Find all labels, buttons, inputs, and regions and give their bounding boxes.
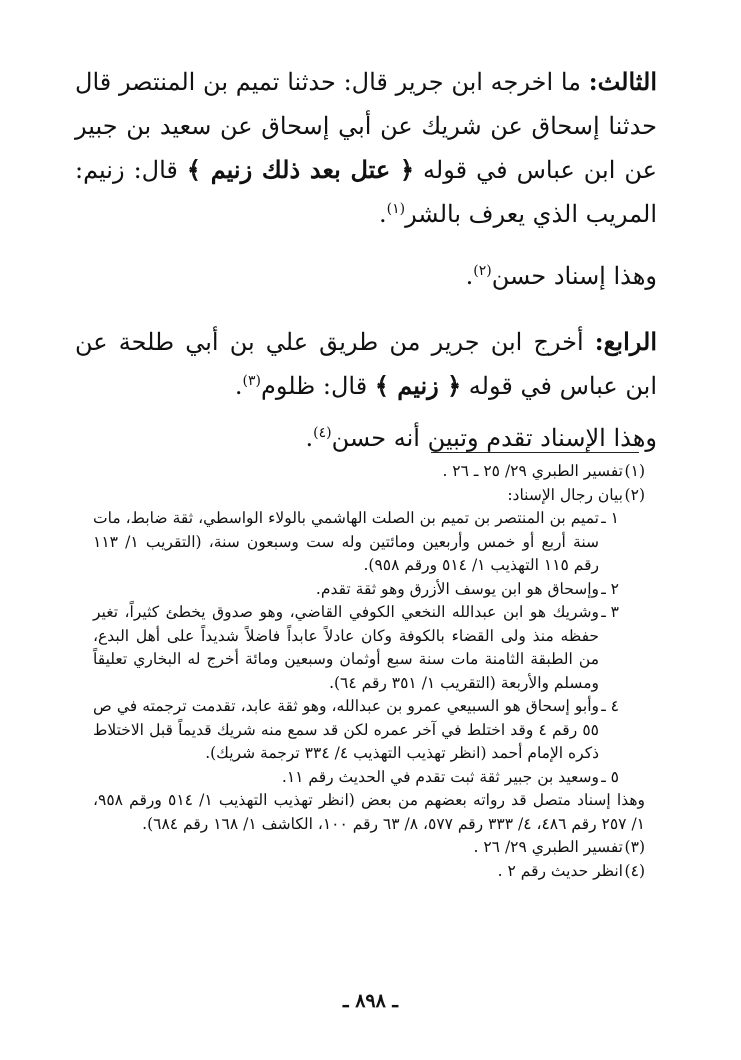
footnote-text: بيان رجال الإسناد: <box>507 485 623 504</box>
footnote-text: تفسير الطبري ٢٩/ ٢٦ . <box>473 838 623 856</box>
footnote-text: انظر حديث رقم ٢ . <box>497 861 623 880</box>
text: . <box>305 424 314 452</box>
text: . <box>378 200 387 228</box>
footnote-divider <box>431 452 639 453</box>
footnote-ref: (١) <box>386 201 406 217</box>
footnote-2 <box>93 484 645 508</box>
footnote-number: (١) <box>624 462 645 480</box>
label-fourth: الرابع: <box>594 327 657 356</box>
item-text: وأبو إسحاق هو السبيعي عمرو بن عبدالله، وهو ثقة عابد، تقدمت ترجمته في ص ٥٥ رقم ٤ وقد اختلط في آخر عمره لكن قد سمع منه شريك قديماً قبل الاختلاط ذكره الإمام أحمد (انظر تهذيب التهذيب ٤/ ٣٣٤ ترجمة شريك). <box>93 697 599 762</box>
item-text: وسعيد بن جبير ثقة ثبت تقدم في الحديث رقم ١١. <box>281 767 599 786</box>
text: وهذا الإسناد تقدم وتبين أنه حسن <box>331 424 657 452</box>
footnote-closing: وهذا إسناد متصل قد رواته بعضهم من بعض (انظر تهذيب التهذيب ١/ ٥١٤ ورقم ٩٥٨، ١/ ٢٥٧ رقم ٤٨٦، ٤/ ٣٣٣ رقم ٥٧٧، ٨/ ٦٣ رقم ١٠٠، الكاشف ١/ ١٦٨ رقم ٦٨٤). <box>93 791 645 833</box>
text: . <box>234 372 243 400</box>
footnote-ref: (٢) <box>473 263 492 279</box>
text: أخرج ابن جرير من طريق علي بن أبي طلحة عن ابن عباس في قوله <box>75 328 657 400</box>
quran-quote: ﴿ زنيم ﴾ <box>374 371 462 400</box>
item-number: ٤ ـ <box>601 697 619 715</box>
quran-quote: ﴿ عتل بعد ذلك زنيم ﴾ <box>186 155 415 184</box>
item-text: تميم بن المنتصر بن تميم بن الصلت الهاشمي بالولاء الواسطي، ثقة ضابط، مات سنة أربع أو خمس وأربعين ومائتين وله ست وسبعون سنة، (التقريب ١/ ١١٣ رقم ١١٥ التهذيب ١/ ٥١٤ ورقم ٩٥٨). <box>93 509 599 574</box>
paragraph-third <box>75 60 657 236</box>
footnote-4 <box>93 860 645 884</box>
text: قال: زنيم: المريب الذي يعرف بالشر <box>75 156 657 228</box>
footnote-number: (٣) <box>624 838 645 856</box>
paragraph-hasan-2 <box>75 416 657 460</box>
label-third: الثالث: <box>588 67 657 96</box>
text: قال: ظلوم <box>260 372 375 400</box>
footnote-1 <box>93 460 645 484</box>
narrator-item <box>93 766 645 790</box>
narrator-item <box>93 695 645 766</box>
item-text: وإسحاق هو ابن يوسف الأزرق وهو ثقة تقدم. <box>315 579 599 598</box>
narrator-item <box>93 578 645 602</box>
item-number: ١ ـ <box>601 509 619 527</box>
footnote-number: (٢) <box>624 485 645 504</box>
footnote-number: (٤) <box>624 861 645 880</box>
text: ما اخرجه ابن جرير قال: حدثنا تميم بن المنتصر قال حدثنا إسحاق عن شريك عن أبي إسحاق عن سعيد بن جبير عن ابن عباس في قوله <box>75 68 657 184</box>
item-number: ٣ ـ <box>601 603 619 621</box>
main-text <box>75 60 657 460</box>
item-text: وشريك هو ابن عبدالله النخعي الكوفي القاضي، وهو صدوق يخطئ كثيراً، تغير حفظه منذ ولى القضاء بالكوفة وكان عادلاً عابداً فاضلاً شديداً على أهل البدع، من الطبقة الثامنة مات سنة سبع أوثمان وسبعين ومائة أخرج له البخاري تعليقاً ومسلم والأربعة (التقريب ١/ ٣٥١ رقم ٦٤). <box>93 603 599 692</box>
text: وهذا إسناد حسن <box>491 262 657 290</box>
page-number: ـ ٨٩٨ ـ <box>343 990 398 1012</box>
narrator-item <box>93 601 645 695</box>
footnotes <box>93 460 645 883</box>
footnote-text: تفسير الطبري ٢٩/ ٢٥ ـ ٢٦ . <box>442 462 623 480</box>
footnote-3 <box>93 836 645 860</box>
paragraph-fourth <box>75 320 657 408</box>
narrator-item <box>93 507 645 578</box>
item-number: ٥ ـ <box>601 767 619 786</box>
text: . <box>465 262 474 290</box>
footnote-ref: (٣) <box>242 373 261 389</box>
item-number: ٢ ـ <box>601 579 619 598</box>
paragraph-hasan-1 <box>75 254 657 298</box>
footnote-ref: (٤) <box>313 425 332 441</box>
